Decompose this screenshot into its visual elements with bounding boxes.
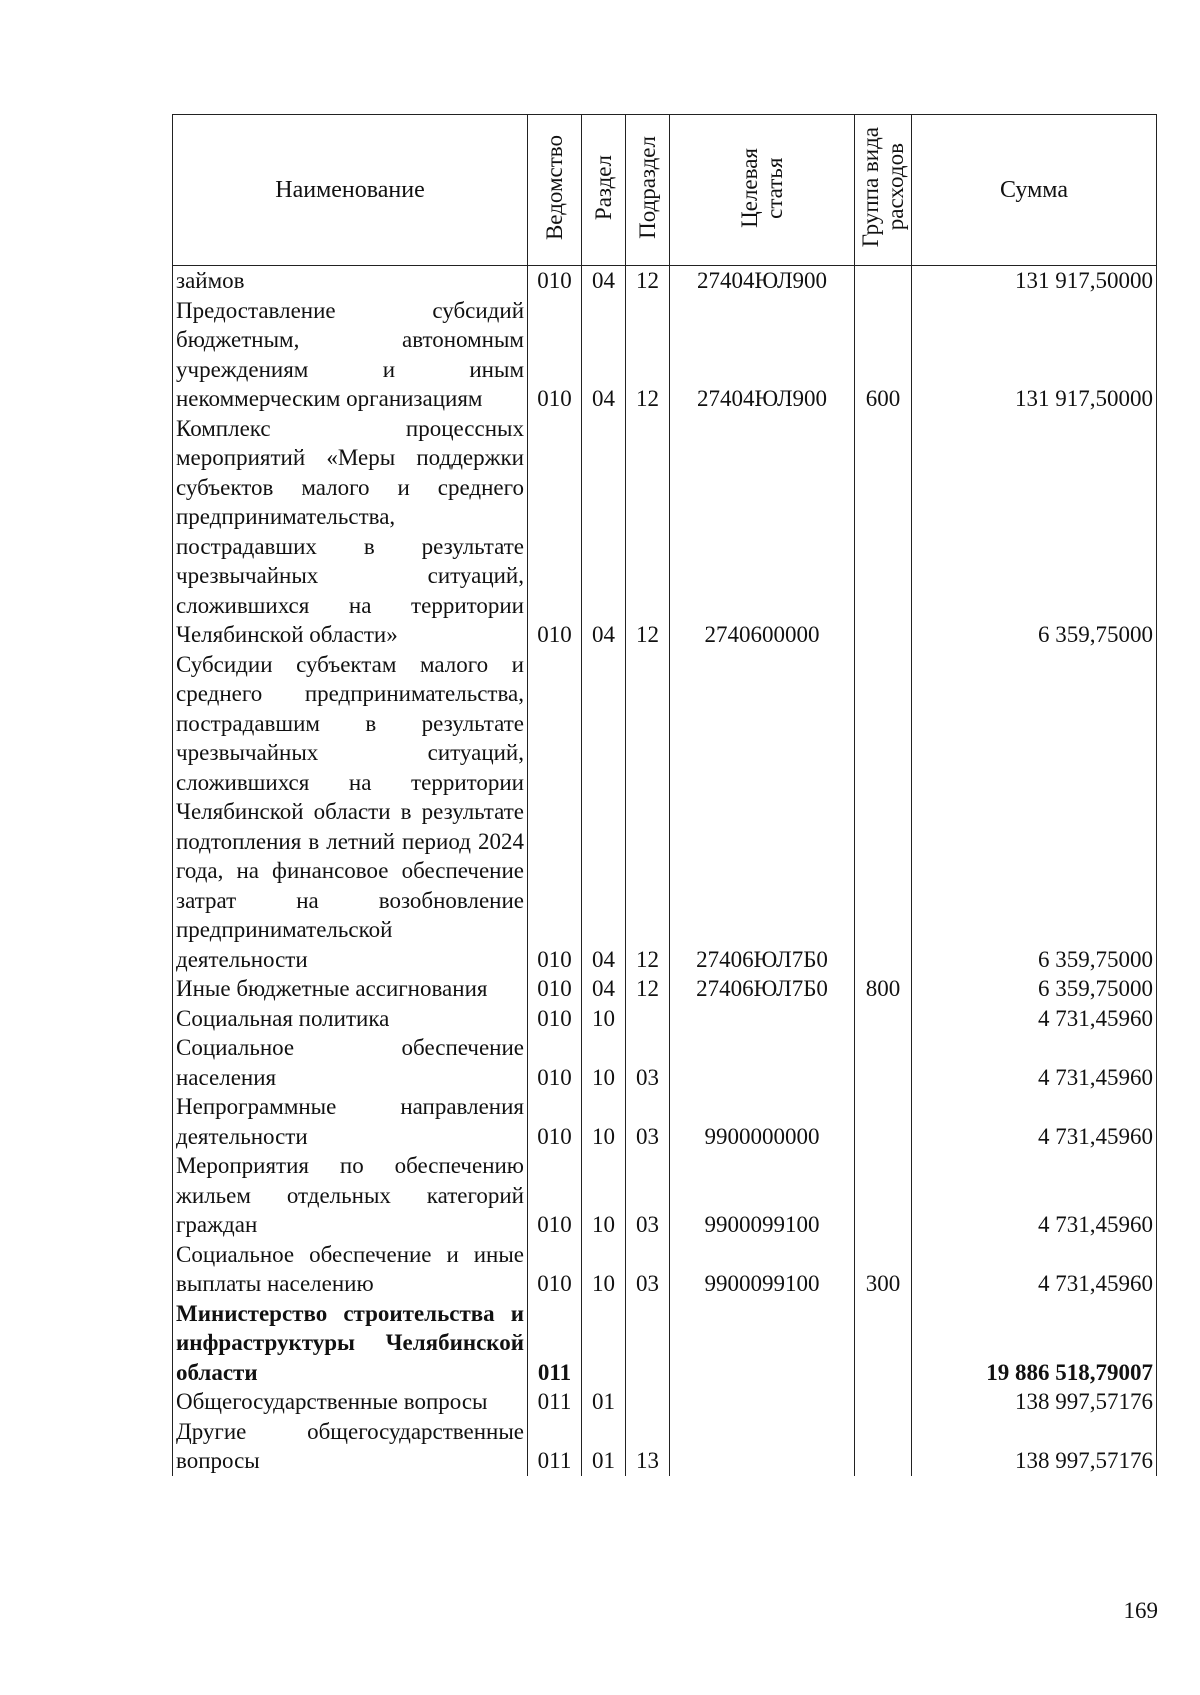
row-gruppa (855, 1004, 912, 1034)
row-summa: 4 731,45960 (912, 1004, 1157, 1034)
row-celevaya (670, 1033, 855, 1092)
row-gruppa: 300 (855, 1240, 912, 1299)
row-vedomstvo: 010 (528, 1004, 582, 1034)
row-vedomstvo: 010 (528, 414, 582, 650)
row-gruppa (855, 266, 912, 296)
header-podrazdel-label: Подраздел (635, 136, 660, 239)
row-celevaya (670, 1004, 855, 1034)
header-gruppa-label (858, 127, 908, 247)
row-name: Социальная политика (173, 1004, 528, 1034)
row-name: Непрограммные направления деятельности (173, 1092, 528, 1151)
header-celevaya-line2: статья (762, 156, 787, 219)
row-podrazdel: 12 (626, 650, 670, 975)
row-summa: 19 886 518,79007 (912, 1299, 1157, 1388)
row-summa: 6 359,75000 (912, 974, 1157, 1004)
row-vedomstvo: 010 (528, 650, 582, 975)
row-gruppa (855, 1417, 912, 1476)
row-vedomstvo: 011 (528, 1299, 582, 1388)
row-vedomstvo: 010 (528, 1033, 582, 1092)
row-podrazdel (626, 1004, 670, 1034)
row-razdel: 04 (582, 266, 626, 296)
budget-table (172, 114, 1157, 1476)
row-name: займов (173, 266, 528, 296)
row-gruppa (855, 1387, 912, 1417)
row-razdel: 04 (582, 296, 626, 414)
table-body (173, 266, 1157, 1476)
row-podrazdel: 12 (626, 974, 670, 1004)
page-number: 169 (1123, 1598, 1158, 1623)
row-gruppa: 600 (855, 296, 912, 414)
row-vedomstvo: 010 (528, 974, 582, 1004)
table-row (173, 1033, 1157, 1092)
row-vedomstvo: 010 (528, 1240, 582, 1299)
row-razdel: 01 (582, 1417, 626, 1476)
row-gruppa (855, 1151, 912, 1240)
row-name: Социальное обеспечение населения (173, 1033, 528, 1092)
header-gruppa-line1: Группа вида (858, 127, 883, 248)
row-summa: 6 359,75000 (912, 414, 1157, 650)
row-podrazdel: 03 (626, 1151, 670, 1240)
header-podrazdel (626, 115, 670, 266)
row-razdel: 04 (582, 650, 626, 975)
row-gruppa (855, 414, 912, 650)
header-summa (912, 115, 1157, 266)
row-name: Другие общегосударственные вопросы (173, 1417, 528, 1476)
row-podrazdel: 03 (626, 1033, 670, 1092)
header-name-label: Наименование (275, 176, 425, 203)
row-summa: 4 731,45960 (912, 1092, 1157, 1151)
row-vedomstvo: 010 (528, 1151, 582, 1240)
row-name: Комплекс процессных мероприятий «Меры поддержки субъектов малого и среднего предпринимательства, пострадавших в результате чрезвычайных ситуаций, сложившихся на территории Челябинской области» (173, 414, 528, 650)
header-celevaya-line1: Целевая (737, 147, 762, 228)
row-name: Иные бюджетные ассигнования (173, 974, 528, 1004)
row-celevaya: 2740600000 (670, 414, 855, 650)
row-podrazdel: 12 (626, 414, 670, 650)
row-razdel: 01 (582, 1387, 626, 1417)
table-row (173, 974, 1157, 1004)
header-celevaya-label (737, 148, 787, 228)
table-row (173, 1240, 1157, 1299)
row-summa: 4 731,45960 (912, 1033, 1157, 1092)
row-podrazdel (626, 1387, 670, 1417)
row-razdel: 04 (582, 974, 626, 1004)
row-razdel: 10 (582, 1151, 626, 1240)
header-gruppa (855, 115, 912, 266)
row-vedomstvo: 010 (528, 296, 582, 414)
row-name: Субсидии субъектам малого и среднего предпринимательства, пострадавшим в результате чрезвычайных ситуаций, сложившихся на территории Челябинской области в результате подтопления в летний период 2024 года, на финансовое обеспечение затрат на возобновление предпринимательской деятельности (173, 650, 528, 975)
table-row (173, 650, 1157, 975)
row-razdel: 10 (582, 1033, 626, 1092)
row-podrazdel: 12 (626, 266, 670, 296)
table-row (173, 1092, 1157, 1151)
row-razdel: 04 (582, 414, 626, 650)
row-gruppa (855, 1299, 912, 1388)
table-row (173, 1417, 1157, 1476)
row-name: Мероприятия по обеспечению жильем отдельных категорий граждан (173, 1151, 528, 1240)
header-celevaya (670, 115, 855, 266)
row-celevaya: 27406ЮЛ7Б0 (670, 650, 855, 975)
header-vedomstvo (528, 115, 582, 266)
table-header (173, 115, 1157, 266)
row-name: Предоставление субсидий бюджетным, автономным учреждениям и иным некоммерческим организациям (173, 296, 528, 414)
table-row (173, 296, 1157, 414)
row-razdel: 10 (582, 1004, 626, 1034)
row-celevaya: 9900099100 (670, 1240, 855, 1299)
row-vedomstvo: 011 (528, 1387, 582, 1417)
row-summa: 131 917,50000 (912, 266, 1157, 296)
header-vedomstvo-label: Ведомство (542, 134, 567, 241)
row-gruppa (855, 1033, 912, 1092)
row-summa: 4 731,45960 (912, 1151, 1157, 1240)
row-podrazdel (626, 1299, 670, 1388)
row-gruppa (855, 650, 912, 975)
row-celevaya (670, 1387, 855, 1417)
table-row (173, 1387, 1157, 1417)
row-summa: 4 731,45960 (912, 1240, 1157, 1299)
row-name: Общегосударственные вопросы (173, 1387, 528, 1417)
row-vedomstvo: 011 (528, 1417, 582, 1476)
row-celevaya (670, 1417, 855, 1476)
row-podrazdel: 03 (626, 1240, 670, 1299)
row-podrazdel: 03 (626, 1092, 670, 1151)
table-row (173, 1299, 1157, 1388)
row-summa: 138 997,57176 (912, 1387, 1157, 1417)
row-gruppa: 800 (855, 974, 912, 1004)
row-vedomstvo: 010 (528, 266, 582, 296)
table-row (173, 414, 1157, 650)
row-podrazdel: 12 (626, 296, 670, 414)
row-celevaya: 27404ЮЛ900 (670, 296, 855, 414)
row-summa: 6 359,75000 (912, 650, 1157, 975)
row-celevaya (670, 1299, 855, 1388)
row-summa: 138 997,57176 (912, 1417, 1157, 1476)
row-celevaya: 9900099100 (670, 1151, 855, 1240)
row-vedomstvo: 010 (528, 1092, 582, 1151)
row-celevaya: 27406ЮЛ7Б0 (670, 974, 855, 1004)
row-razdel: 10 (582, 1240, 626, 1299)
table-row (173, 266, 1157, 296)
header-razdel (582, 115, 626, 266)
row-celevaya: 9900000000 (670, 1092, 855, 1151)
row-name: Министерство строительства и инфраструктуры Челябинской области (173, 1299, 528, 1388)
table-row (173, 1151, 1157, 1240)
table-row (173, 1004, 1157, 1034)
row-podrazdel: 13 (626, 1417, 670, 1476)
header-name (173, 115, 528, 266)
header-razdel-label: Раздел (591, 154, 616, 221)
row-gruppa (855, 1092, 912, 1151)
row-razdel (582, 1299, 626, 1388)
row-celevaya: 27404ЮЛ900 (670, 266, 855, 296)
header-summa-label: Сумма (1000, 176, 1068, 203)
header-gruppa-line2: расходов (883, 143, 908, 232)
row-razdel: 10 (582, 1092, 626, 1151)
row-summa: 131 917,50000 (912, 296, 1157, 414)
row-name: Социальное обеспечение и иные выплаты населению (173, 1240, 528, 1299)
